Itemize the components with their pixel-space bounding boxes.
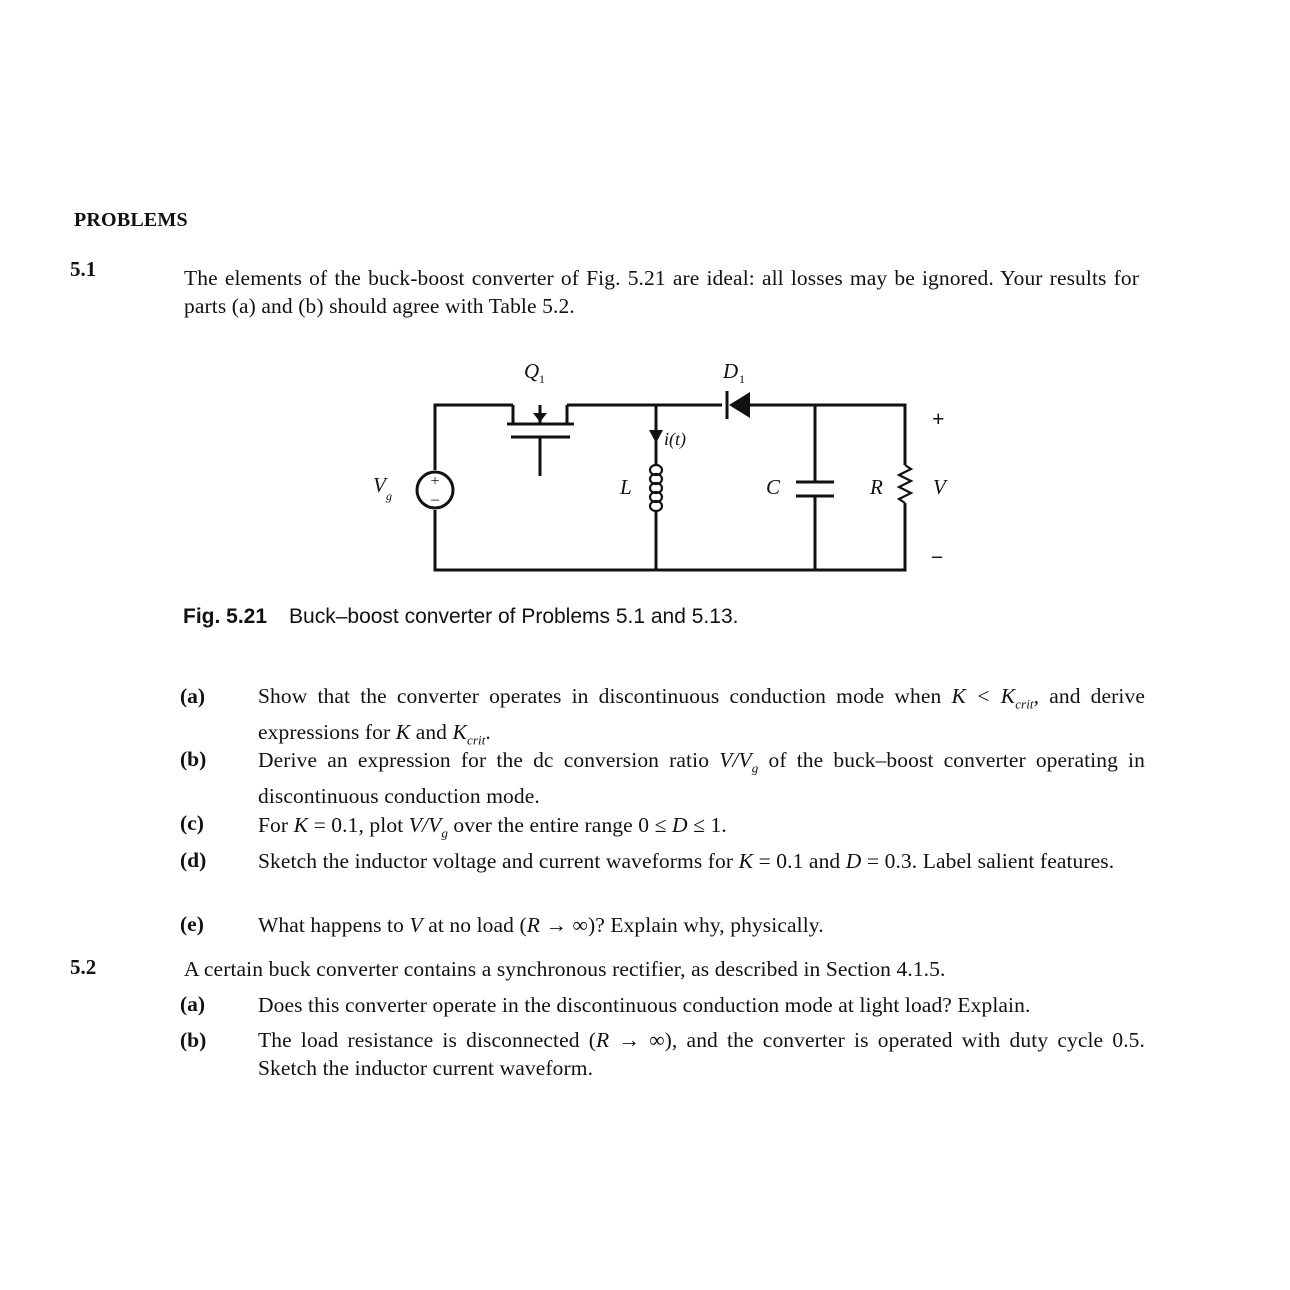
part-a-text: Show that the converter operates in discontinuous conduction mode when $K < K_{crit}$, and derive expressions for K and $K_{crit}$. <box>258 684 1145 748</box>
d1-label-sub: 1 <box>739 372 745 386</box>
inductor-l-symbol <box>650 465 662 511</box>
buck-boost-circuit-diagram <box>360 350 970 585</box>
diode-d1-symbol <box>727 391 750 419</box>
p52-part-b-text: The load resistance is disconnected (R → ∞), and the converter is operated with duty cycle 0.5. Sketch the inductor current waveform. <box>258 1028 1146 1080</box>
section-heading: PROBLEMS <box>74 209 188 231</box>
problem-5-1-intro: The elements of the buck-boost converter of Fig. 5.21 are ideal: all losses may be ignored. Your results for parts (a) and (b) should agree with Table 5.2. <box>184 266 1139 318</box>
source-plus-sign: + <box>430 473 440 490</box>
inductor-label: L <box>620 475 632 499</box>
figure-caption-number: Fig. 5.21 <box>183 605 268 628</box>
d1-label: D <box>723 359 739 383</box>
figure-caption <box>183 605 738 629</box>
vg-label-sub: g <box>386 489 392 503</box>
vg-label: V <box>373 473 386 497</box>
part-d-text: Sketch the inductor voltage and current waveforms for K = 0.1 and D = 0.3. Label salient features. <box>258 849 1115 873</box>
problem-number-5-2: 5.2 <box>70 955 97 979</box>
output-voltage-label: V <box>933 475 946 499</box>
part-b-label: (b) <box>180 747 207 771</box>
output-minus-sign: – <box>932 545 942 567</box>
p52-part-a-text: Does this converter operate in the discontinuous conduction mode at light load? Explain. <box>258 993 1031 1017</box>
part-d-label: (d) <box>180 848 207 872</box>
part-e-text: What happens to V at no load (R → ∞)? Explain why, physically. <box>258 913 824 937</box>
source-minus-sign: – <box>431 491 439 508</box>
part-e-label: (e) <box>180 912 204 936</box>
current-arrow-icon <box>649 430 663 443</box>
capacitor-c-symbol <box>796 482 834 496</box>
voltage-source-vg-symbol <box>417 472 453 508</box>
part-a-label: (a) <box>180 684 206 708</box>
part-c-text: For K = 0.1, plot $V/V_g$ over the entire range 0 ≤ D ≤ 1. <box>258 813 727 841</box>
p52-part-a-label: (a) <box>180 992 206 1016</box>
resistor-r-symbol <box>899 465 911 503</box>
part-b-text: Derive an expression for the dc conversion ratio $V/V_g$ of the buck–boost converter operating in discontinuous conduction mode. <box>258 748 1145 809</box>
part-c-label: (c) <box>180 811 204 835</box>
output-plus-sign: + <box>932 406 945 431</box>
p52-part-b-label: (b) <box>180 1028 207 1052</box>
q1-label: Q <box>524 359 540 383</box>
problem-number-5-1: 5.1 <box>70 257 97 281</box>
mosfet-q1-symbol <box>507 405 574 476</box>
current-label: i(t) <box>664 429 686 449</box>
problem-5-2-intro: A certain buck converter contains a synchronous rectifier, as described in Section 4.1.5. <box>184 957 946 981</box>
q1-label-sub: 1 <box>539 372 545 386</box>
capacitor-label: C <box>766 475 781 499</box>
resistor-label: R <box>870 475 883 499</box>
figure-caption-text: Buck–boost converter of Problems 5.1 and 5.13. <box>289 605 739 628</box>
